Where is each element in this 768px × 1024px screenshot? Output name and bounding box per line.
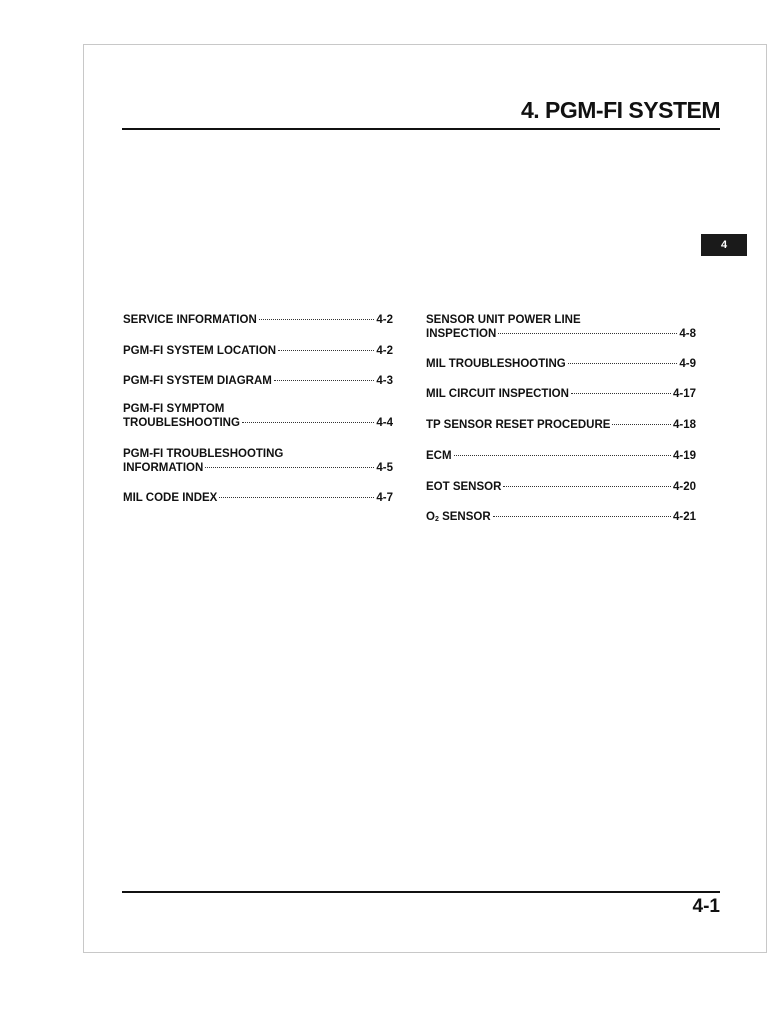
subscript-two: 2: [434, 516, 439, 523]
toc-page-number: 4-9: [679, 358, 696, 370]
toc-page-number: 4-2: [376, 314, 393, 326]
dot-leader: [498, 333, 677, 334]
dot-leader: [571, 393, 671, 394]
toc-entry-eot-sensor[interactable]: EOT SENSOR 4-20: [426, 481, 696, 493]
section-tab[interactable]: 4: [701, 234, 747, 256]
toc-page-number: 4-7: [376, 492, 393, 504]
toc-page-number: 4-3: [376, 375, 393, 387]
dot-leader: [493, 516, 671, 517]
toc-page-number: 4-8: [679, 328, 696, 340]
toc-entry-system-diagram[interactable]: PGM-FI SYSTEM DIAGRAM 4-3: [123, 375, 393, 387]
toc-entry-troubleshooting-information[interactable]: PGM-FI TROUBLESHOOTING INFORMATION 4-5: [123, 448, 393, 474]
dot-leader: [242, 422, 374, 423]
toc-entry-mil-code-index[interactable]: MIL CODE INDEX 4-7: [123, 492, 393, 504]
toc-entry-ecm[interactable]: ECM 4-19: [426, 450, 696, 462]
toc-entry-symptom-troubleshooting[interactable]: PGM-FI SYMPTOM TROUBLESHOOTING 4-4: [123, 403, 393, 429]
toc-entry-service-information[interactable]: SERVICE INFORMATION 4-2: [123, 314, 393, 326]
dot-leader: [454, 455, 671, 456]
toc-page-number: 4-2: [376, 345, 393, 357]
toc-page-number: 4-5: [376, 462, 393, 474]
dot-leader: [205, 467, 374, 468]
toc-entry-o2-sensor[interactable]: O2 SENSOR 4-21: [426, 511, 696, 523]
title-rule: [122, 128, 720, 130]
dot-leader: [568, 363, 678, 364]
toc-page-number: 4-19: [672, 450, 696, 462]
toc-page-number: 4-18: [672, 419, 696, 431]
toc-entry-mil-troubleshooting[interactable]: MIL TROUBLESHOOTING 4-9: [426, 358, 696, 370]
toc-entry-sensor-unit-power-line[interactable]: SENSOR UNIT POWER LINE INSPECTION 4-8: [426, 314, 696, 340]
toc-entry-mil-circuit-inspection[interactable]: MIL CIRCUIT INSPECTION 4-17: [426, 388, 696, 400]
dot-leader: [219, 497, 374, 498]
dot-leader: [278, 350, 374, 351]
dot-leader: [503, 486, 671, 487]
manual-page: [83, 44, 767, 953]
page-number: 4-1: [692, 896, 720, 917]
dot-leader: [274, 380, 375, 381]
toc-entry-tp-sensor-reset[interactable]: TP SENSOR RESET PROCEDURE 4-18: [426, 419, 696, 431]
toc-page-number: 4-4: [376, 417, 393, 429]
toc-entry-system-location[interactable]: PGM-FI SYSTEM LOCATION 4-2: [123, 345, 393, 357]
toc-page-number: 4-21: [672, 511, 696, 523]
toc-page-number: 4-17: [672, 388, 696, 400]
footer-rule: [122, 891, 720, 893]
dot-leader: [612, 424, 671, 425]
dot-leader: [259, 319, 375, 320]
toc-page-number: 4-20: [672, 481, 696, 493]
chapter-title: 4. PGM-FI SYSTEM: [520, 97, 720, 123]
